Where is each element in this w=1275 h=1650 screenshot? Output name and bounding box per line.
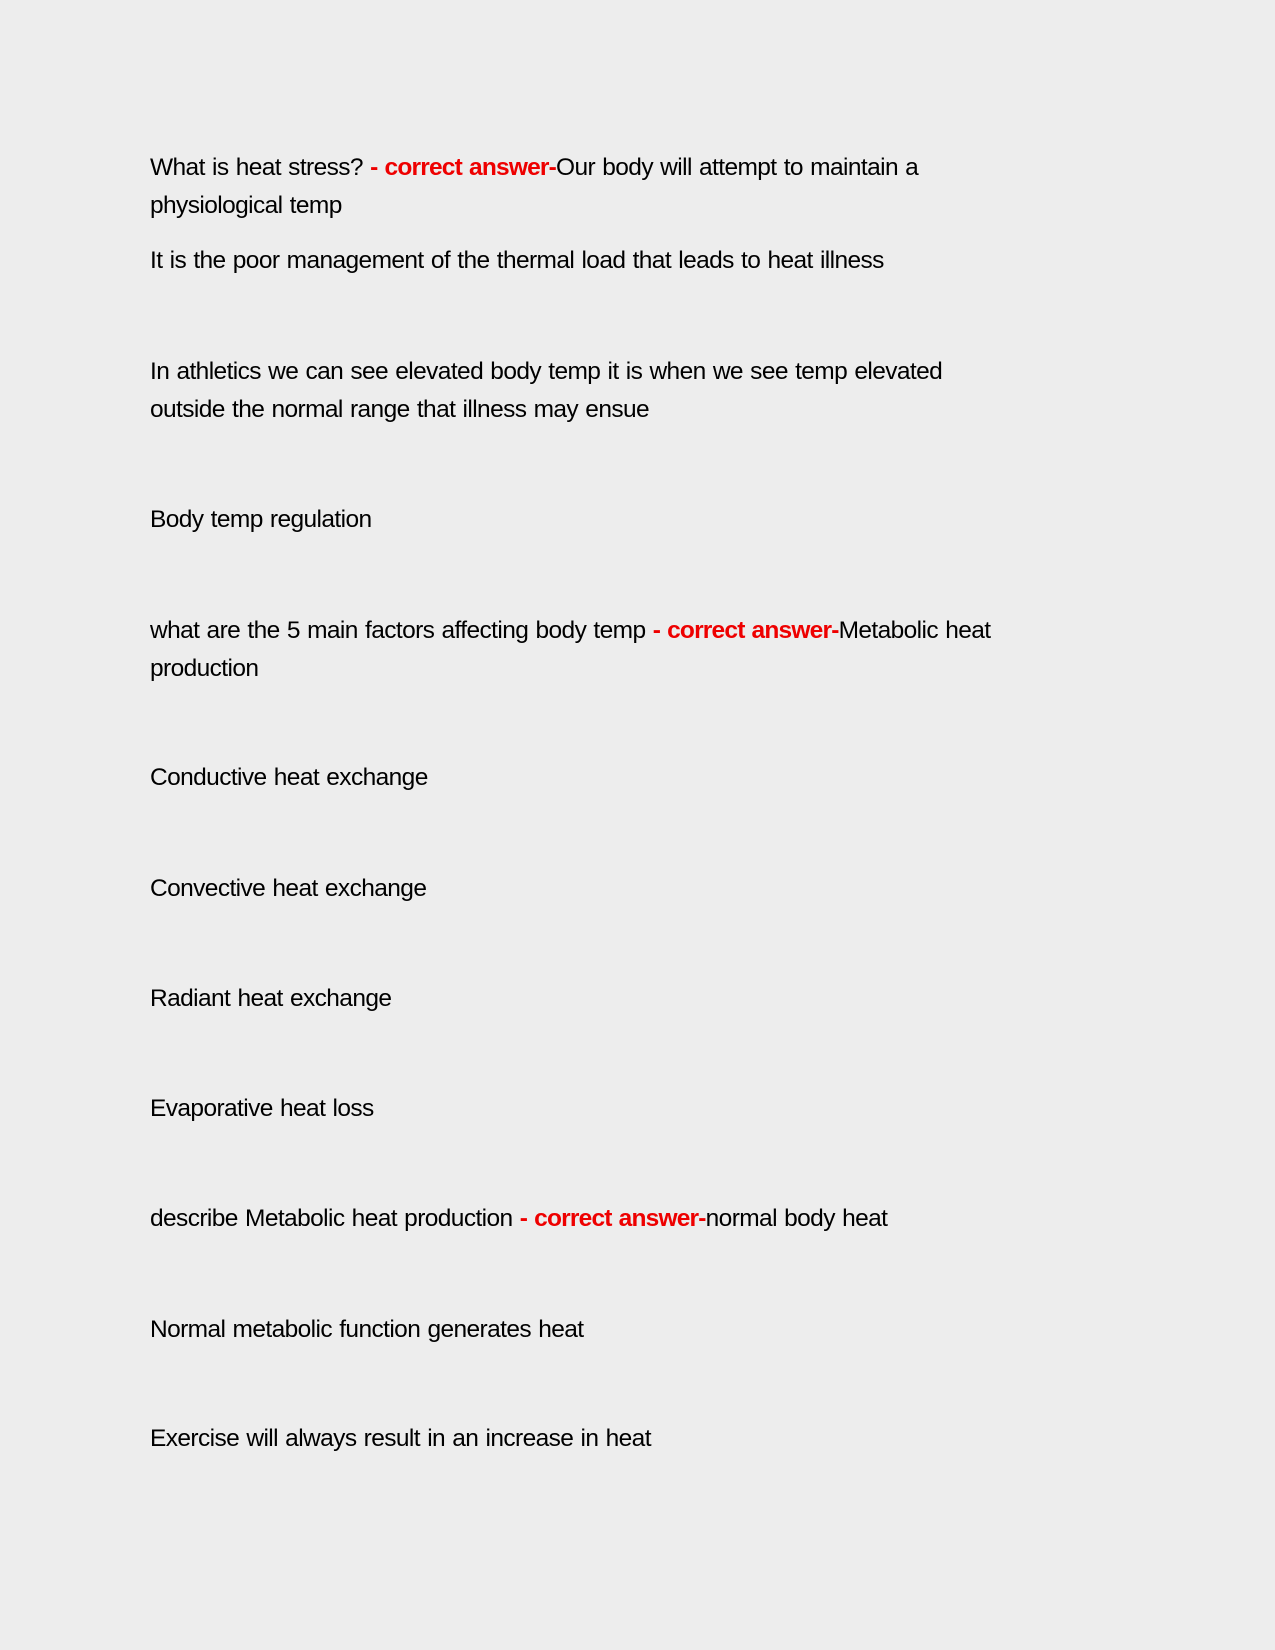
- question-text: What is heat stress?: [150, 154, 371, 181]
- answer-line: production: [150, 655, 259, 682]
- question-main-factors: [150, 616, 991, 646]
- answer-marker: - correct answer-: [519, 1205, 706, 1232]
- answer-marker: - correct answer-: [652, 617, 839, 644]
- answer-line: Convective heat exchange: [150, 875, 427, 902]
- question-heat-stress: [150, 153, 918, 183]
- answer-text: Our body will attempt to maintain a: [556, 154, 919, 181]
- answer-line: Body temp regulation: [150, 506, 372, 533]
- answer-line: outside the normal range that illness may ensue: [150, 396, 650, 423]
- answer-marker: - correct answer-: [370, 154, 556, 181]
- answer-line: physiological temp: [150, 192, 342, 219]
- answer-line: Conductive heat exchange: [150, 764, 428, 791]
- answer-line: Exercise will always result in an increase in heat: [150, 1425, 651, 1452]
- question-text: what are the 5 main factors affecting body temp: [150, 617, 653, 644]
- question-metabolic-heat: [150, 1204, 887, 1234]
- answer-text: Metabolic heat: [838, 617, 991, 644]
- answer-line: It is the poor management of the thermal load that leads to heat illness: [150, 247, 884, 274]
- answer-text: normal body heat: [705, 1205, 888, 1232]
- answer-line: Radiant heat exchange: [150, 985, 392, 1012]
- answer-line: Normal metabolic function generates heat: [150, 1316, 584, 1343]
- question-text: describe Metabolic heat production: [150, 1205, 520, 1232]
- answer-line: Evaporative heat loss: [150, 1095, 374, 1122]
- answer-line: In athletics we can see elevated body temp it is when we see temp elevated: [150, 358, 943, 385]
